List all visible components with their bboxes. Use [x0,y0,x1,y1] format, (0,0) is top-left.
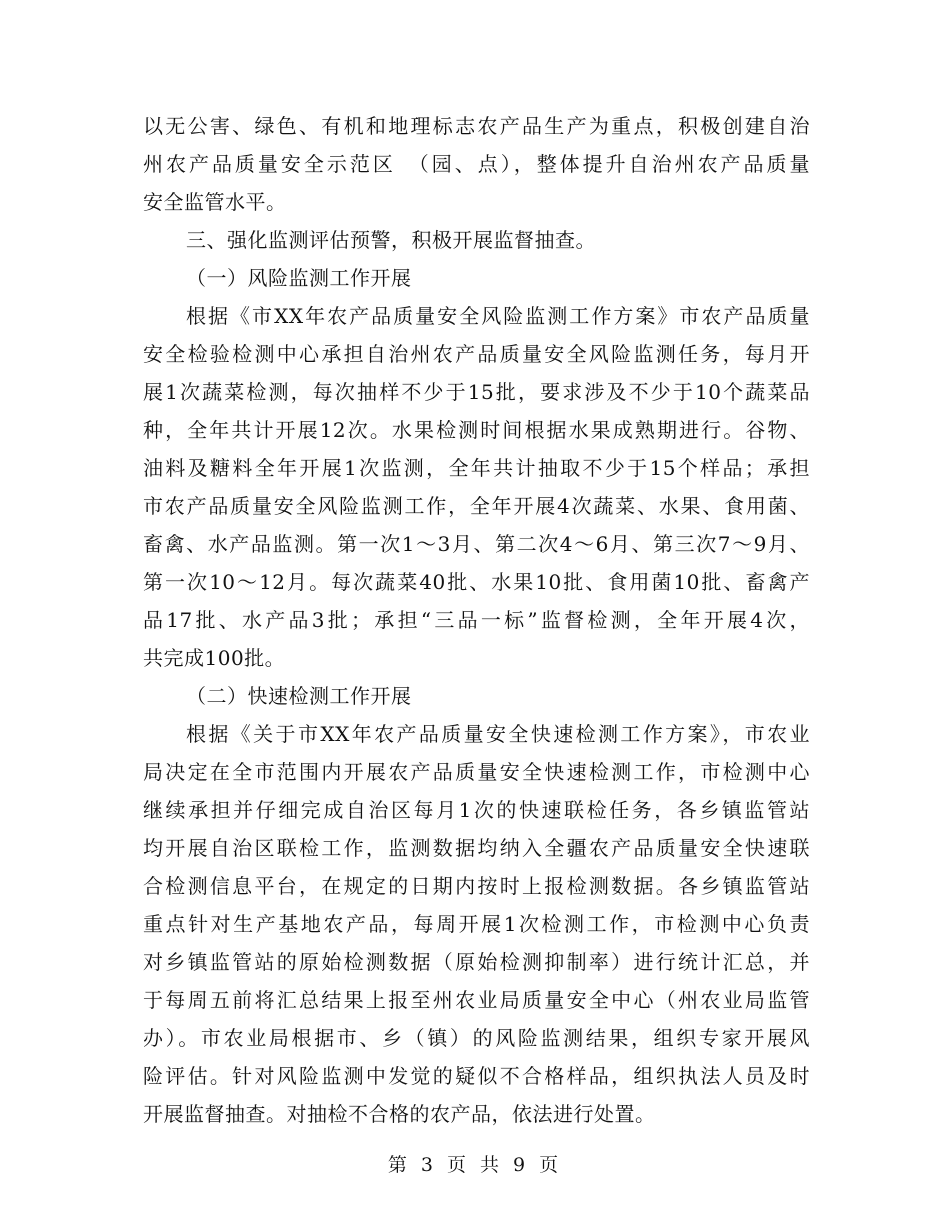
text-line: 于每周五前将汇总结果上报至州农业局质量安全中心（州农业局监管 [143,988,810,1012]
text-line: 对乡镇监管站的原始检测数据（原始检测抑制率）进行统计汇总，并 [143,950,810,974]
text-line: 开展监督抽查。对抽检不合格的农产品，依法进行处置。 [143,1102,656,1126]
text-line: 市农产品质量安全风险监测工作，全年开展4次蔬菜、水果、食用菌、 [143,494,810,518]
text-line: 局决定在全市范围内开展农产品质量安全快速检测工作，市检测中心 [143,760,810,784]
text-line: 均开展自治区联检工作，监测数据均纳入全疆农产品质量安全快速联 [143,836,810,860]
text-line: 共完成100批。 [143,646,286,670]
text-line: 州农产品质量安全示范区 （园、点），整体提升自治州农产品质量 [143,152,810,176]
text-line: 展1次蔬菜检测，每次抽样不少于15批，要求涉及不少于10个蔬菜品 [143,380,810,404]
text-line: 安全监管水平。 [143,190,287,214]
text-line: 合检测信息平台，在规定的日期内按时上报检测数据。各乡镇监管站 [143,874,810,898]
text-line: 以无公害、绿色、有机和地理标志农产品生产为重点，积极创建自治 [143,114,810,138]
text-line: 品17批、水产品3批；承担“三品一标”监督检测，全年开展4次， [143,608,810,632]
text-line: 办）。市农业局根据市、乡（镇）的风险监测结果，组织专家开展风 [143,1026,810,1050]
text-line: 根据《关于市XX年农产品质量安全快速检测工作方案》，市农业 [186,722,810,746]
page-number-footer: 第 3 页 共 9 页 [387,1154,563,1176]
text-line: 第一次10～12月。每次蔬菜40批、水果10批、食用菌10批、畜禽产 [143,570,810,594]
text-line: 根据《市XX年农产品质量安全风险监测工作方案》市农产品质量 [186,304,810,328]
text-line: 重点针对生产基地农产品，每周开展1次检测工作，市检测中心负责 [143,912,810,936]
text-line: 安全检验检测中心承担自治州农产品质量安全风险监测任务，每月开 [143,342,810,366]
text-line: 畜禽、水产品监测。第一次1～3月、第二次4～6月、第三次7～9月、 [143,532,810,556]
subsection-heading: （二）快速检测工作开展 [186,684,412,708]
text-line: 继续承担并仔细完成自治区每月1次的快速联检任务，各乡镇监管站 [143,798,810,822]
text-line: 种，全年共计开展12次。水果检测时间根据水果成熟期进行。谷物、 [143,418,810,442]
text-line: 险评估。针对风险监测中发觉的疑似不合格样品，组织执法人员及时 [143,1064,810,1088]
section-heading: 三、强化监测评估预警，积极开展监督抽查。 [186,228,596,252]
text-line: 油料及糖料全年开展1次监测，全年共计抽取不少于15个样品；承担 [143,456,810,480]
subsection-heading: （一）风险监测工作开展 [186,266,412,290]
